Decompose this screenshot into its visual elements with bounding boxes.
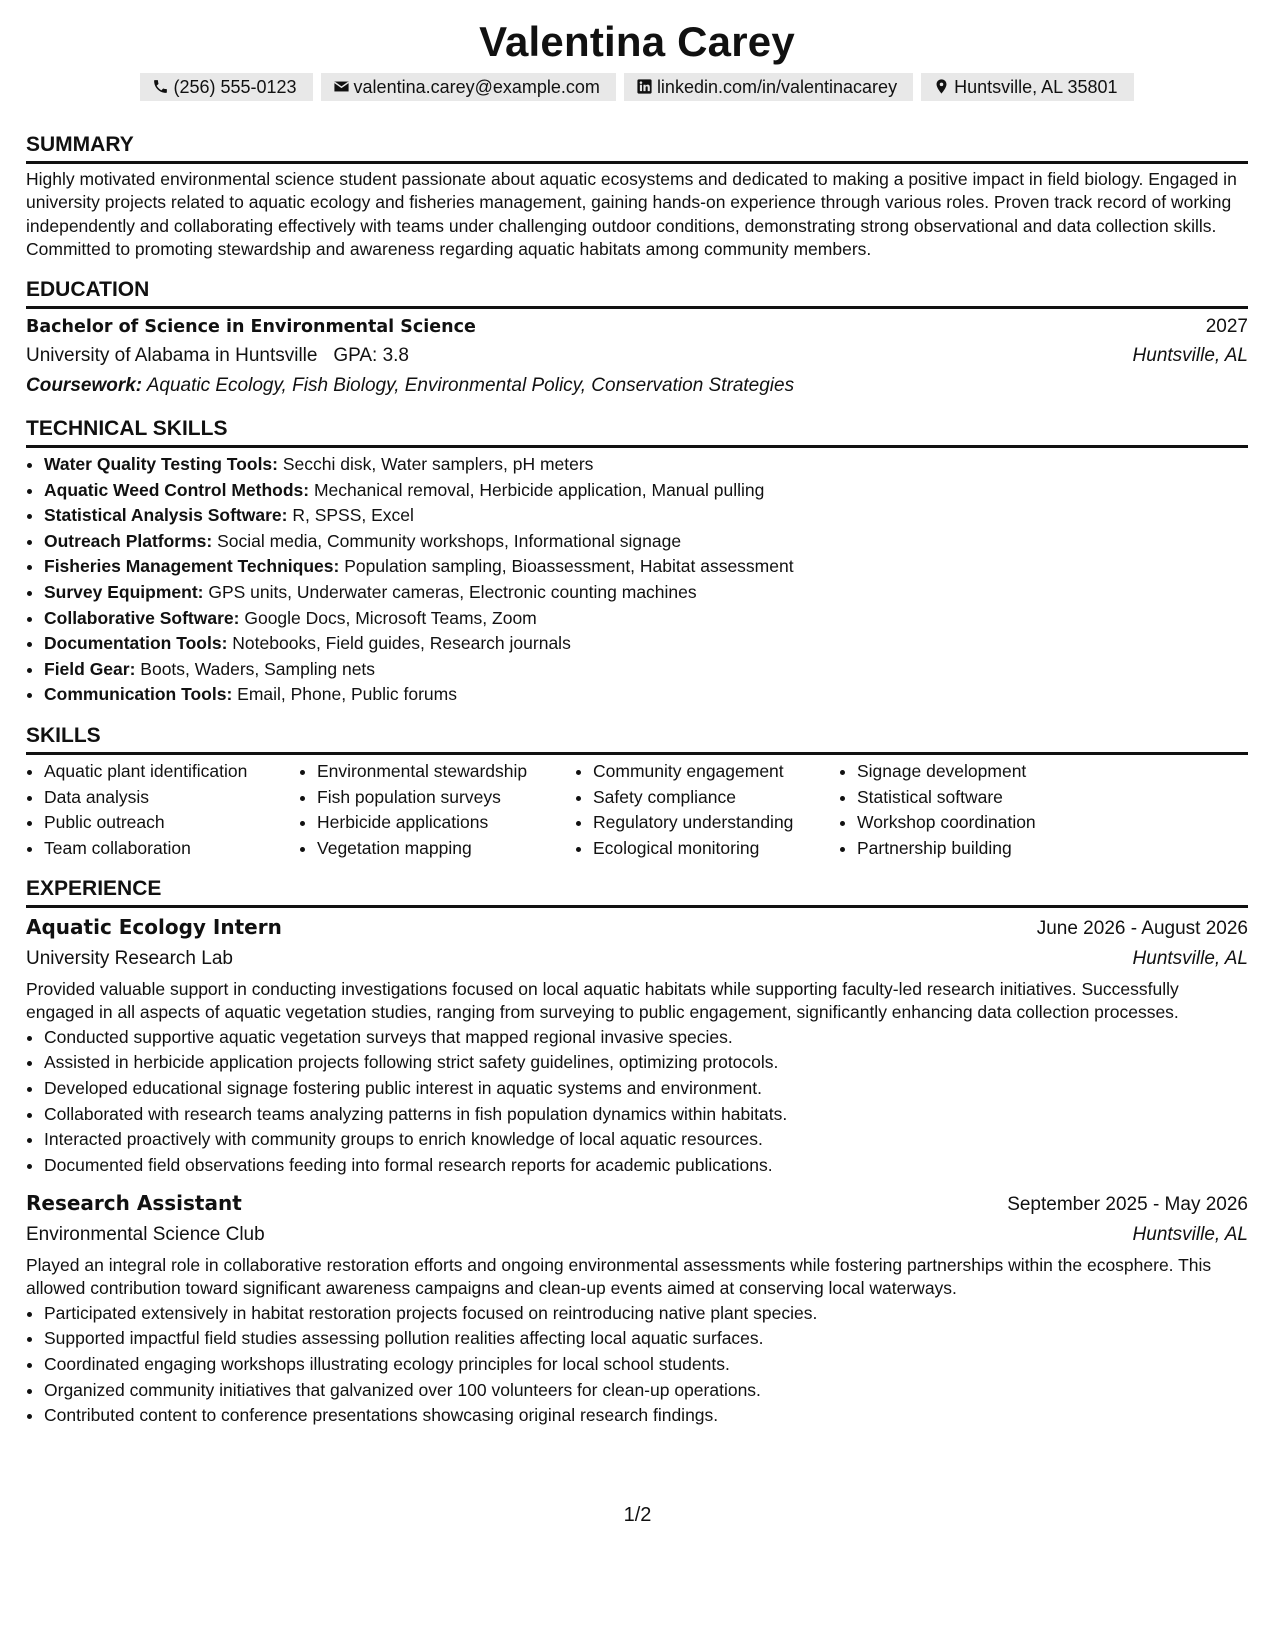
contact-bar [26, 73, 1248, 101]
job-dates: June 2026 - August 2026 [1036, 918, 1248, 940]
job-description: Provided valuable support in conducting investigations focused on local aquatic habitats while supporting faculty-led research initiatives. Successfully engaged in all aspects of aquatic vegetation studies, ranging from surveying to public engagement, significantly enhancing data collection processes. [26, 978, 1179, 1023]
skill-values: Google Docs, Microsoft Teams, Zoom [244, 607, 537, 628]
list-item: • Safety compliance [593, 785, 839, 811]
job-org-row [26, 944, 1248, 974]
list-item: • Interacted proactively with community groups to enrich knowledge of local aquatic resources. [44, 1127, 1248, 1153]
list-item: • Developed educational signage fostering public interest in aquatic systems and environment. [44, 1076, 1248, 1102]
skill-values: Email, Phone, Public forums [237, 684, 457, 705]
list-item: • Aquatic plant identification [44, 759, 299, 785]
section-heading: TECHNICAL SKILLS [26, 415, 1248, 448]
skills-column [575, 759, 839, 861]
list-item: • Environmental stewardship [317, 759, 575, 785]
skill-values: GPS units, Underwater cameras, Electronic counting machines [208, 581, 697, 602]
list-item [44, 631, 1248, 657]
page-number: 1/2 [623, 1504, 652, 1526]
list-item: • Organized community initiatives that galvanized over 100 volunteers for clean-up operations. [44, 1378, 1248, 1404]
list-item: • Team collaboration [44, 836, 299, 862]
school-name: University of Alabama in Huntsville [26, 345, 318, 366]
list-item: • Supported impactful field studies assessing pollution realities affecting local aquatic surfaces. [44, 1326, 1248, 1352]
list-item [44, 478, 1248, 504]
coursework-line [26, 371, 1248, 401]
job-organization: Environmental Science Club [26, 1223, 265, 1245]
degree-title: Bachelor of Science in Environmental Science [26, 316, 476, 337]
section-heading: EXPERIENCE [26, 875, 1248, 908]
skill-values: Secchi disk, Water samplers, pH meters [282, 454, 594, 474]
skill-category: Aquatic Weed Control Methods: [44, 479, 310, 500]
candidate-name: Valentina Carey [479, 18, 795, 65]
skill-values: Boots, Waders, Sampling nets [140, 658, 376, 679]
coursework-label: Coursework: [26, 375, 143, 396]
list-item: • Partnership building [857, 836, 1117, 862]
skill-category: Fisheries Management Techniques: [44, 556, 340, 577]
education-section [26, 276, 1248, 402]
skills-grid [26, 759, 1248, 861]
summary-text: Highly motivated environmental science student passionate about aquatic ecosystems and dedicated to making a positive impact in field biology. Engaged in university projects related to aquatic ecology and fisheries management, gaining hands-on experience through various roles. Proven track record of working independently and collaborating effectively with teams under challenging outdoor conditions, demonstrating strong observational and data collection skills. Committed to promoting stewardship and awareness regarding aquatic habitats among community members. [26, 168, 1237, 259]
contact-location [921, 73, 1133, 101]
skill-category: Water Quality Testing Tools: [44, 454, 278, 474]
map-pin-icon [933, 78, 950, 95]
skill-category: Documentation Tools: [44, 633, 228, 654]
skills-section [26, 722, 1248, 861]
skill-values: Population sampling, Bioassessment, Habitat assessment [344, 556, 794, 577]
skill-category: Outreach Platforms: [44, 530, 213, 551]
job-location: Huntsville, AL [1132, 1223, 1248, 1245]
job-title: Research Assistant [26, 1191, 242, 1216]
list-item [44, 606, 1248, 632]
list-item: • Conducted supportive aquatic vegetation surveys that mapped regional invasive species. [44, 1025, 1248, 1051]
section-heading: SKILLS [26, 722, 1248, 755]
job-dates: September 2025 - May 2026 [1007, 1194, 1248, 1216]
job-description: Played an integral role in collaborative restoration efforts and ongoing environmental assessments while fostering partnerships within the ecosphere. This allowed contribution toward significant awareness campaigns and clean-up events aimed at conserving local waterways. [26, 1254, 1212, 1299]
linkedin-link[interactable]: linkedin.com/in/valentinacarey [656, 76, 898, 97]
skills-column [299, 759, 575, 861]
job-location: Huntsville, AL [1132, 947, 1248, 969]
list-item [44, 554, 1248, 580]
job-title-row [26, 1188, 1248, 1220]
list-item: • Signage development [857, 759, 1117, 785]
list-item: • Collaborated with research teams analyzing patterns in fish population dynamics within habitats. [44, 1102, 1248, 1128]
list-item: • Herbicide applications [317, 810, 575, 836]
skill-category: Communication Tools: [44, 684, 233, 705]
school-location: Huntsville, AL [1132, 345, 1248, 366]
job-bullets [26, 1301, 1248, 1429]
linkedin-icon [636, 78, 653, 95]
list-item [44, 657, 1248, 683]
skill-values: R, SPSS, Excel [292, 505, 414, 526]
list-item: • Coordinated engaging workshops illustrating ecology principles for local school students. [44, 1352, 1248, 1378]
skills-column [839, 759, 1117, 861]
job-org-row [26, 1220, 1248, 1250]
list-item: • Assisted in herbicide application projects following strict safety guidelines, optimizing protocols. [44, 1050, 1248, 1076]
school-row [26, 341, 1248, 371]
list-item [44, 580, 1248, 606]
skill-values: Mechanical removal, Herbicide application, Manual pulling [313, 479, 765, 500]
technical-skills-section [26, 415, 1248, 708]
skills-column [26, 759, 299, 861]
job-entry [26, 1188, 1248, 1428]
job-entry [26, 912, 1248, 1178]
phone-text: (256) 555-0123 [173, 76, 297, 97]
summary-section [26, 131, 1248, 262]
section-heading: SUMMARY [26, 131, 1248, 164]
resume-page [26, 16, 1248, 1429]
list-item [44, 682, 1248, 708]
location-text: Huntsville, AL 35801 [954, 76, 1118, 97]
list-item: • Fish population surveys [317, 785, 575, 811]
list-item: • Public outreach [44, 810, 299, 836]
job-bullets [26, 1025, 1248, 1179]
degree-row [26, 313, 1248, 342]
envelope-icon [333, 78, 350, 95]
list-item: • Workshop coordination [857, 810, 1117, 836]
job-title: Aquatic Ecology Intern [26, 915, 282, 940]
list-item [44, 452, 1248, 478]
list-item: • Ecological monitoring [593, 836, 839, 862]
list-item: • Statistical software [857, 785, 1117, 811]
contact-phone [140, 73, 312, 101]
list-item [44, 529, 1248, 555]
list-item [44, 503, 1248, 529]
experience-section [26, 875, 1248, 1429]
list-item: • Contributed content to conference presentations showcasing original research findings. [44, 1403, 1248, 1429]
skill-category: Statistical Analysis Software: [44, 505, 288, 526]
skill-category: Collaborative Software: [44, 607, 240, 628]
list-item: • Vegetation mapping [317, 836, 575, 862]
phone-icon [152, 78, 169, 95]
skill-category: Survey Equipment: [44, 581, 204, 602]
list-item: • Documented field observations feeding into formal research reports for academic publications. [44, 1153, 1248, 1179]
skill-values: Notebooks, Field guides, Research journals [232, 633, 571, 654]
coursework-list: Aquatic Ecology, Fish Biology, Environmental Policy, Conservation Strategies [146, 375, 795, 396]
technical-skills-list [26, 452, 1248, 708]
list-item: • Data analysis [44, 785, 299, 811]
skill-category: Field Gear: [44, 658, 136, 679]
list-item: • Participated extensively in habitat restoration projects focused on reintroducing native plant species. [44, 1301, 1248, 1327]
job-title-row [26, 912, 1248, 944]
contact-email [321, 73, 616, 101]
email-link[interactable]: valentina.carey@example.com [353, 76, 600, 97]
gpa: GPA: 3.8 [333, 345, 409, 366]
contact-linkedin [624, 73, 913, 101]
list-item: • Regulatory understanding [593, 810, 839, 836]
skill-values: Social media, Community workshops, Informational signage [217, 530, 682, 551]
list-item: • Community engagement [593, 759, 839, 785]
job-organization: University Research Lab [26, 947, 233, 969]
graduation-year: 2027 [1205, 315, 1248, 337]
section-heading: EDUCATION [26, 276, 1248, 309]
